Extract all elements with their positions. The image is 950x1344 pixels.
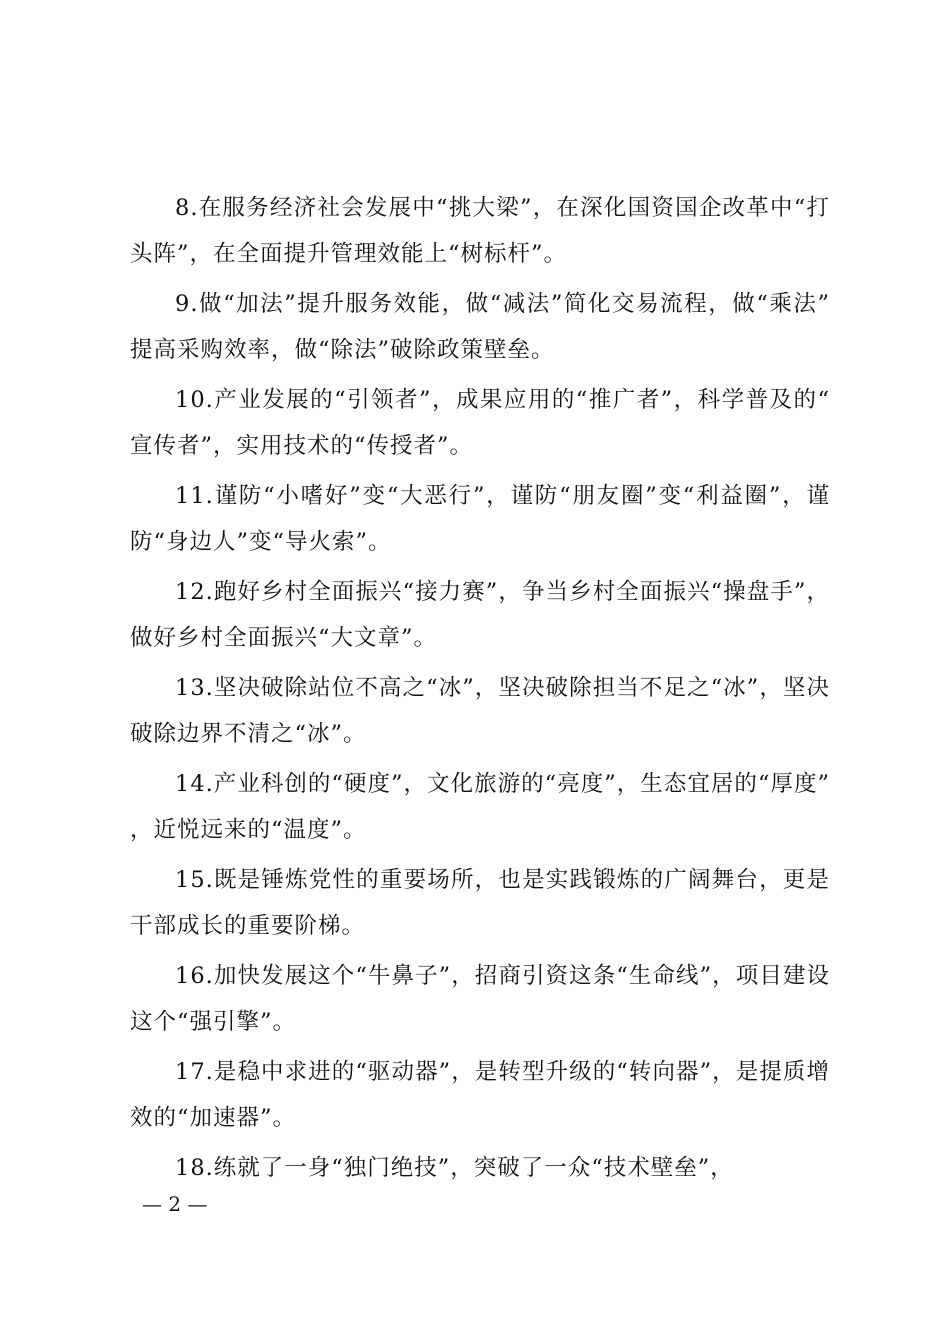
paragraph-18: 18.练就了一身“独门绝技”，突破了一众“技术壁垒”，: [175, 1155, 734, 1181]
paragraph-13: 13.坚决破除站位不高之“冰”，坚决破除担当不足之“冰”，坚决破除边界不清之“冰”。: [130, 675, 830, 747]
paragraph-16: 16.加快发展这个“牛鼻子”，招商引资这条“生命线”，项目建设这个“强引擎”。: [130, 963, 830, 1035]
paragraph-11: 11.谨防“小嗜好”变“大恶行”，谨防“朋友圈”变“利益圈”，谨防“身边人”变“导火索”。: [130, 483, 830, 555]
paragraph-9: 9.做“加法”提升服务效能，做“减法”简化交易流程，做“乘法”提高采购效率，做“除法”破除政策壁垒。: [130, 291, 830, 363]
paragraph-10: 10.产业发展的“引领者”，成果应用的“推广者”，科学普及的“宣传者”，实用技术的“传授者”。: [130, 387, 830, 459]
paragraph-15: 15.既是锤炼党性的重要场所，也是实践锻炼的广阔舞台，更是干部成长的重要阶梯。: [130, 867, 830, 939]
document-body: [130, 186, 830, 1197]
page-number: — 2 —: [142, 1192, 208, 1216]
paragraph-12: 12.跑好乡村全面振兴“接力赛”，争当乡村全面振兴“操盘手”，做好乡村全面振兴“大文章”。: [130, 579, 830, 651]
paragraph-17: 17.是稳中求进的“驱动器”，是转型升级的“转向器”，是提质增效的“加速器”。: [130, 1059, 830, 1131]
paragraph-8: 8.在服务经济社会发展中“挑大梁”，在深化国资国企改革中“打头阵”，在全面提升管理效能上“树标杆”。: [130, 195, 830, 267]
paragraph-14: 14.产业科创的“硬度”，文化旅游的“亮度”，生态宜居的“厚度”，近悦远来的“温度”。: [130, 771, 830, 843]
